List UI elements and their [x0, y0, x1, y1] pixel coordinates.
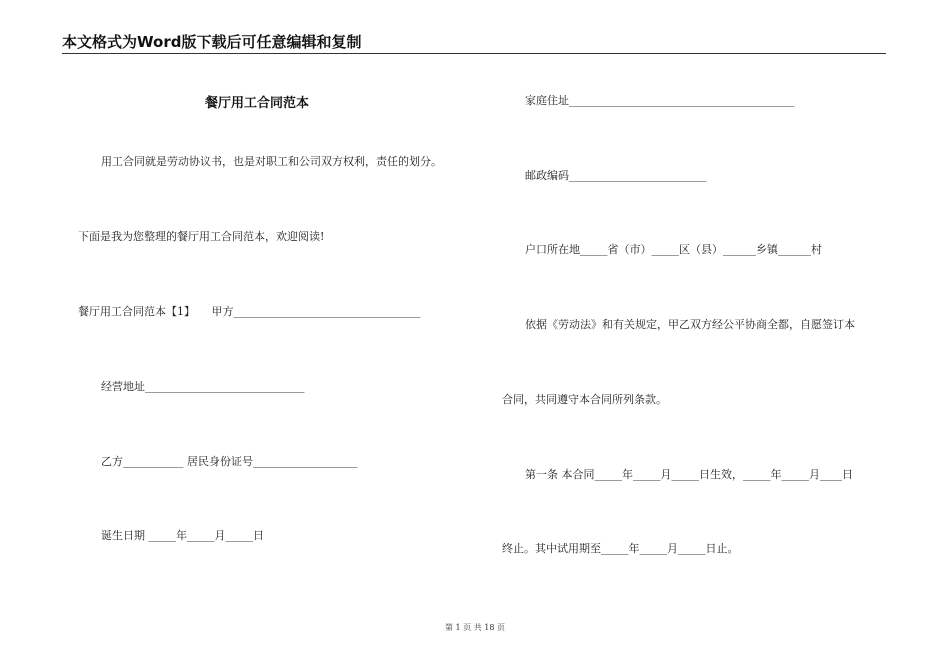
right-paragraph-3: 户口所在地_____省（市）_____区（县）______乡镇______村	[525, 243, 822, 256]
left-paragraph-3: 餐厅用工合同范本【1】 甲方__________________________________	[78, 305, 421, 318]
left-paragraph-1: 用工合同就是劳动协议书，也是对职工和公司双方权利，责任的划分。	[101, 155, 442, 168]
page-number: 第 1 页 共 18 页	[445, 623, 505, 632]
right-paragraph-2: 邮政编码_________________________	[525, 169, 707, 182]
right-paragraph-1: 家庭住址_________________________________________	[525, 94, 795, 107]
header-text: 本文格式为Word版下载后可任意编辑和复制	[62, 33, 362, 51]
left-paragraph-5: 乙方___________ 居民身份证号___________________	[101, 455, 358, 468]
right-paragraph-5: 合同，共同遵守本合同所列条款。	[502, 393, 667, 406]
left-paragraph-2: 下面是我为您整理的餐厅用工合同范本，欢迎阅读!	[78, 230, 325, 243]
right-paragraph-4: 依据《劳动法》和有关规定，甲乙双方经公平协商全都，自愿签订本	[525, 318, 855, 331]
document-title: 餐厅用工合同范本	[205, 96, 310, 111]
page-header	[62, 33, 886, 54]
right-paragraph-6: 第一条 本合同_____年_____月_____日生效，_____年_____月____日	[525, 468, 853, 481]
left-paragraph-4: 经营地址_____________________________	[101, 380, 305, 393]
right-paragraph-7: 终止。其中试用期至_____年_____月_____日止。	[502, 542, 739, 555]
left-paragraph-6: 诞生日期 _____年_____月_____日	[101, 529, 264, 542]
